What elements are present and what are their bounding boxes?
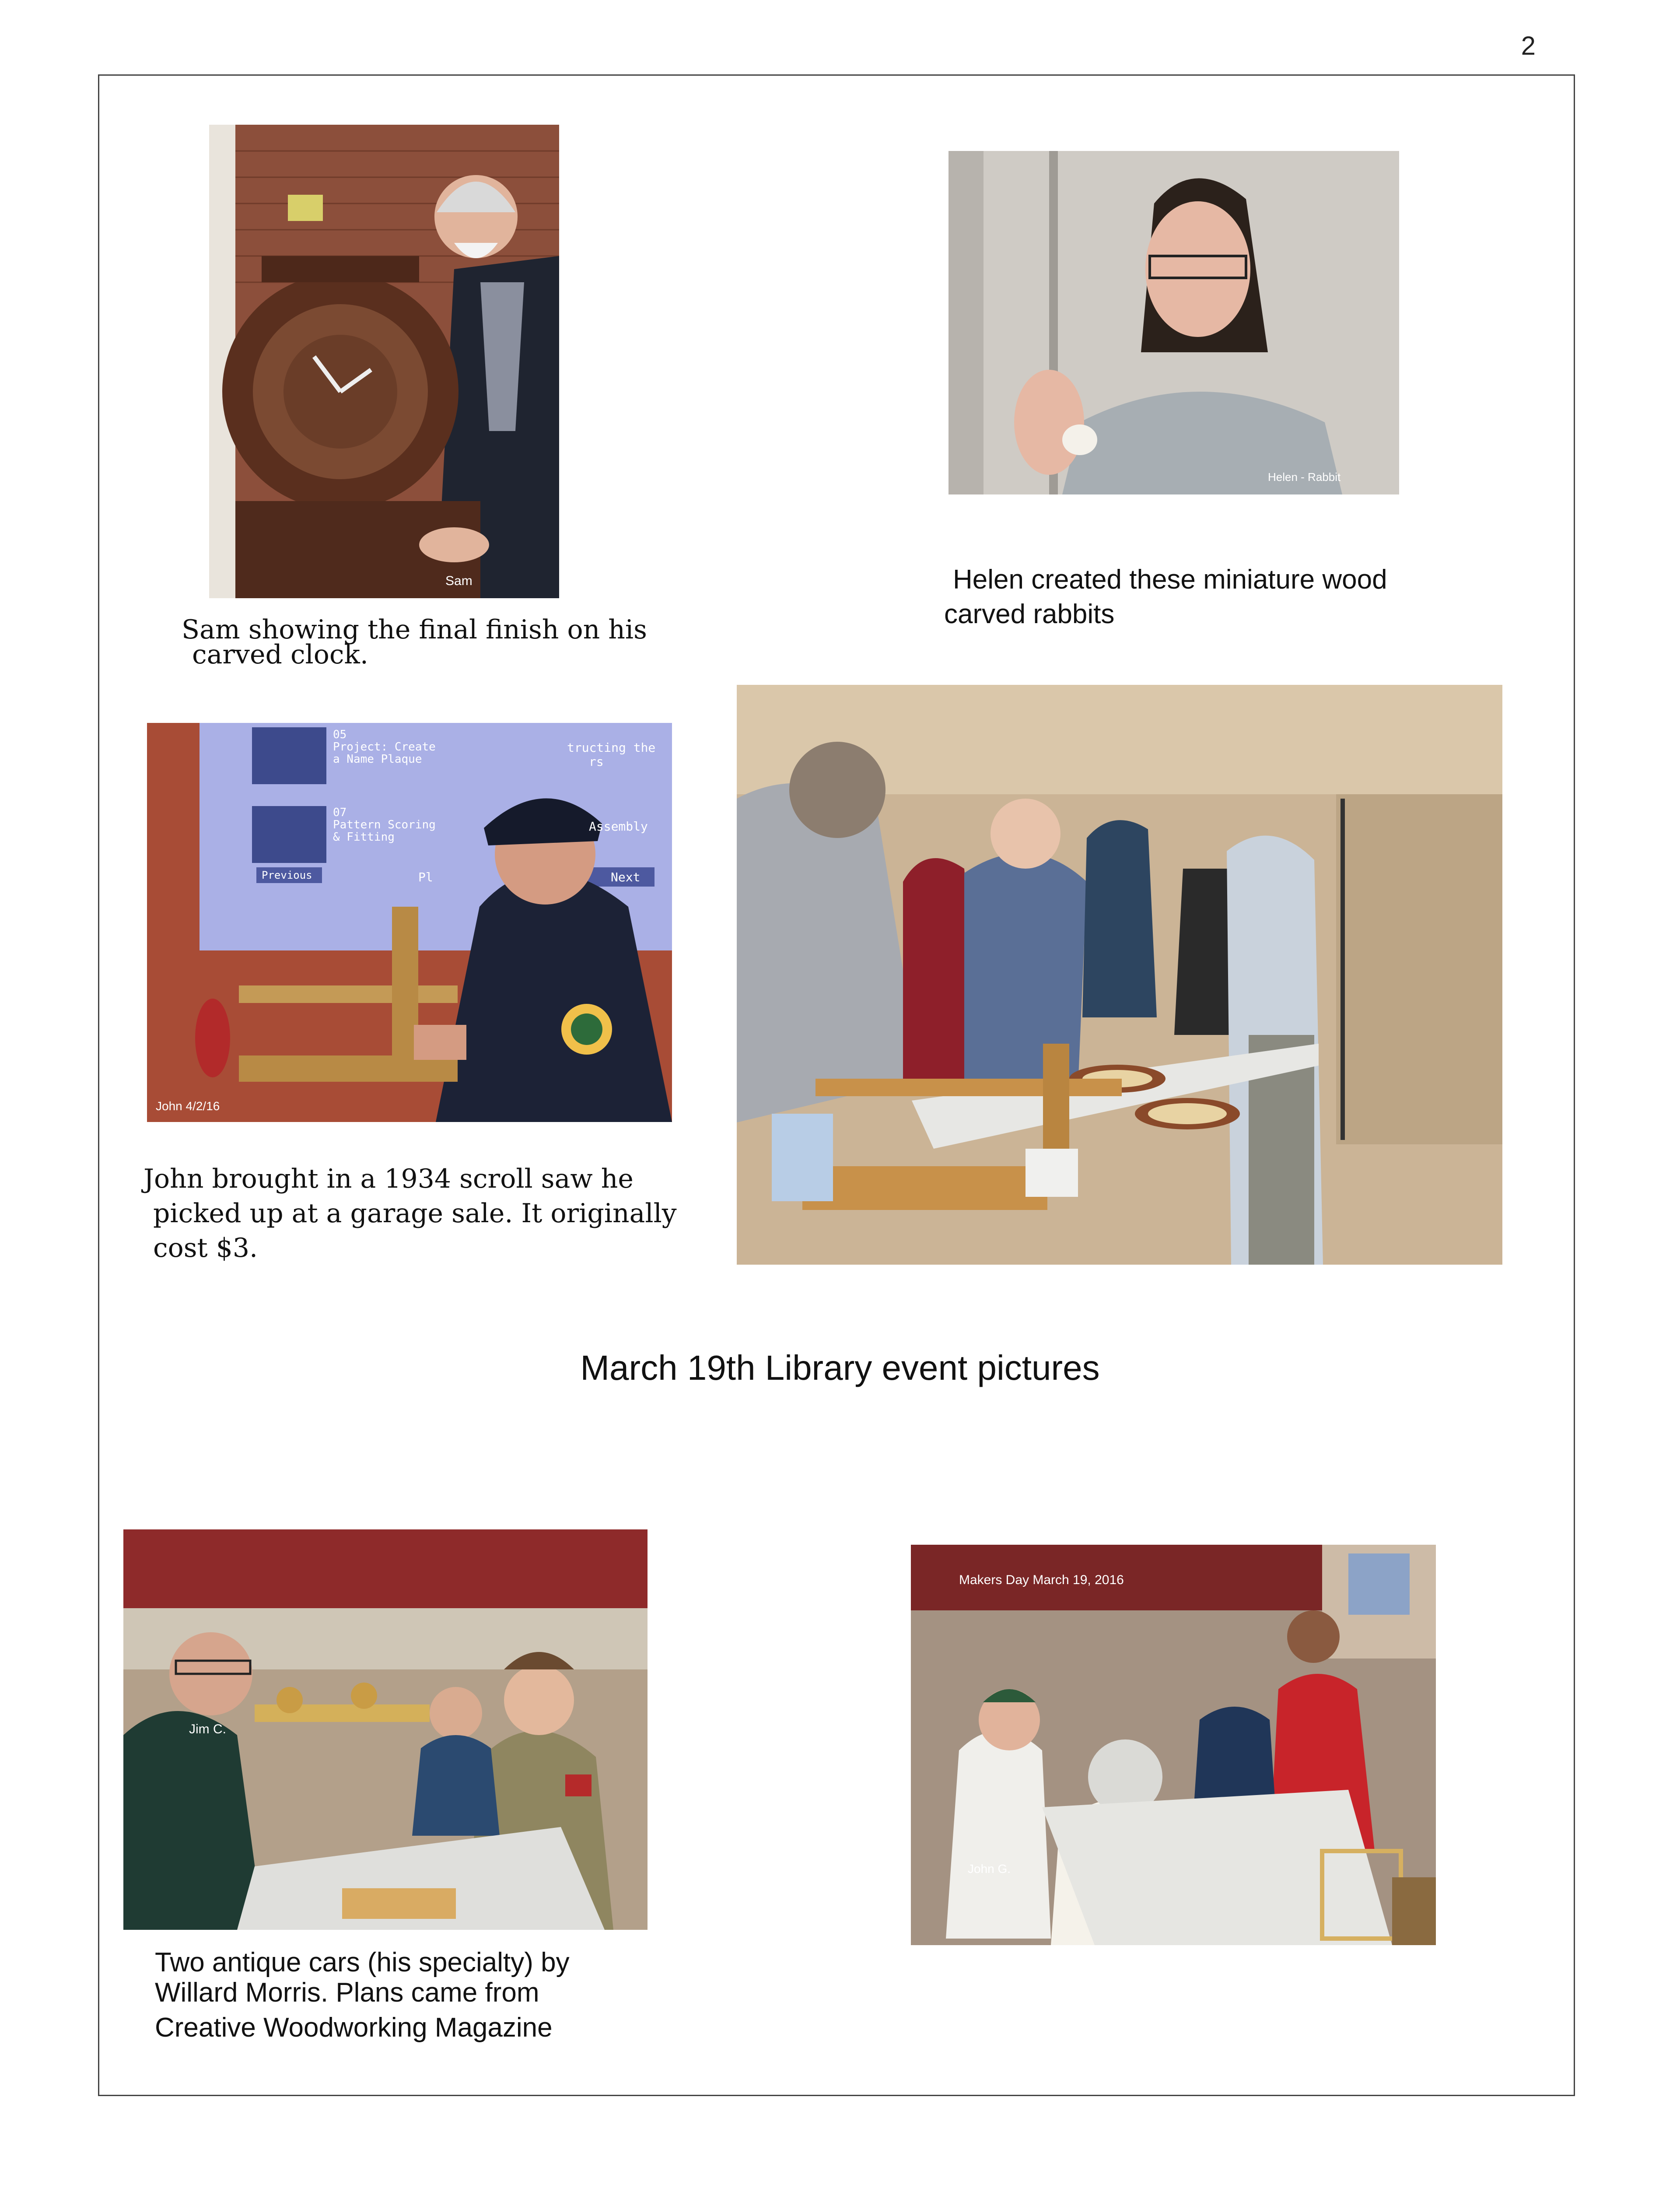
caption-john-line-3: cost $3. — [153, 1233, 258, 1264]
screen-text-constructing: tructing the — [567, 740, 656, 755]
screen-text-assembly: Assembly — [589, 819, 648, 834]
section-heading: March 19th Library event pictures — [580, 1348, 1100, 1387]
screen-text-name-plaque: a Name Plaque — [333, 753, 422, 766]
photo-label-jim: Jim C. — [189, 1722, 226, 1736]
screen-text-previous: Previous — [262, 869, 312, 881]
caption-john-line-2: picked up at a garage sale. It originally — [153, 1198, 677, 1229]
screen-text-rs: rs — [589, 754, 604, 769]
caption-helen-line-2: carved rabbits — [944, 599, 1115, 630]
caption-willard-line-2: Willard Morris. Plans came from — [155, 1978, 539, 2008]
caption-sam-line-1: Sam showing the final finish on his — [182, 614, 647, 645]
photo-banner-makers-day: Makers Day March 19, 2016 — [959, 1573, 1124, 1587]
screen-text-07: 07 — [333, 806, 347, 819]
caption-john-line-1: John brought in a 1934 scroll saw he — [144, 1164, 634, 1194]
caption-willard-line-1: Two antique cars (his specialty) by — [155, 1947, 570, 1978]
caption-willard — [155, 1945, 570, 2045]
photo-library-event-group — [737, 685, 1502, 1265]
caption-helen-line-1: Helen created these miniature wood — [953, 565, 1387, 595]
photo-helen-rabbit — [948, 151, 1399, 494]
caption-john — [144, 1162, 677, 1266]
page-number: 2 — [1521, 31, 1536, 60]
screen-text-pl: Pl — [418, 870, 433, 884]
caption-willard-line-3: Creative Woodworking Magazine — [155, 2012, 553, 2043]
photo-label-sam: Sam — [445, 574, 472, 588]
photo-label-john-g: John G. — [968, 1862, 1011, 1876]
screen-text-project: Project: Create — [333, 740, 436, 754]
screen-text-pattern-scoring: Pattern Scoring — [333, 818, 436, 831]
photo-label-john: John 4/2/16 — [156, 1099, 220, 1113]
screen-text-05: 05 — [333, 728, 347, 741]
photo-label-helen: Helen - Rabbit — [1268, 470, 1341, 484]
caption-sam-line-2: carved clock. — [192, 639, 368, 670]
caption-sam — [182, 613, 647, 672]
photo-jim-scouts — [123, 1529, 648, 1930]
photo-makers-day — [911, 1545, 1436, 1945]
screen-text-fitting: & Fitting — [333, 831, 395, 844]
photo-john-scroll-saw — [147, 723, 672, 1122]
photo-sam-clock — [209, 125, 559, 598]
screen-text-next: Next — [611, 870, 640, 884]
caption-helen — [944, 562, 1387, 632]
